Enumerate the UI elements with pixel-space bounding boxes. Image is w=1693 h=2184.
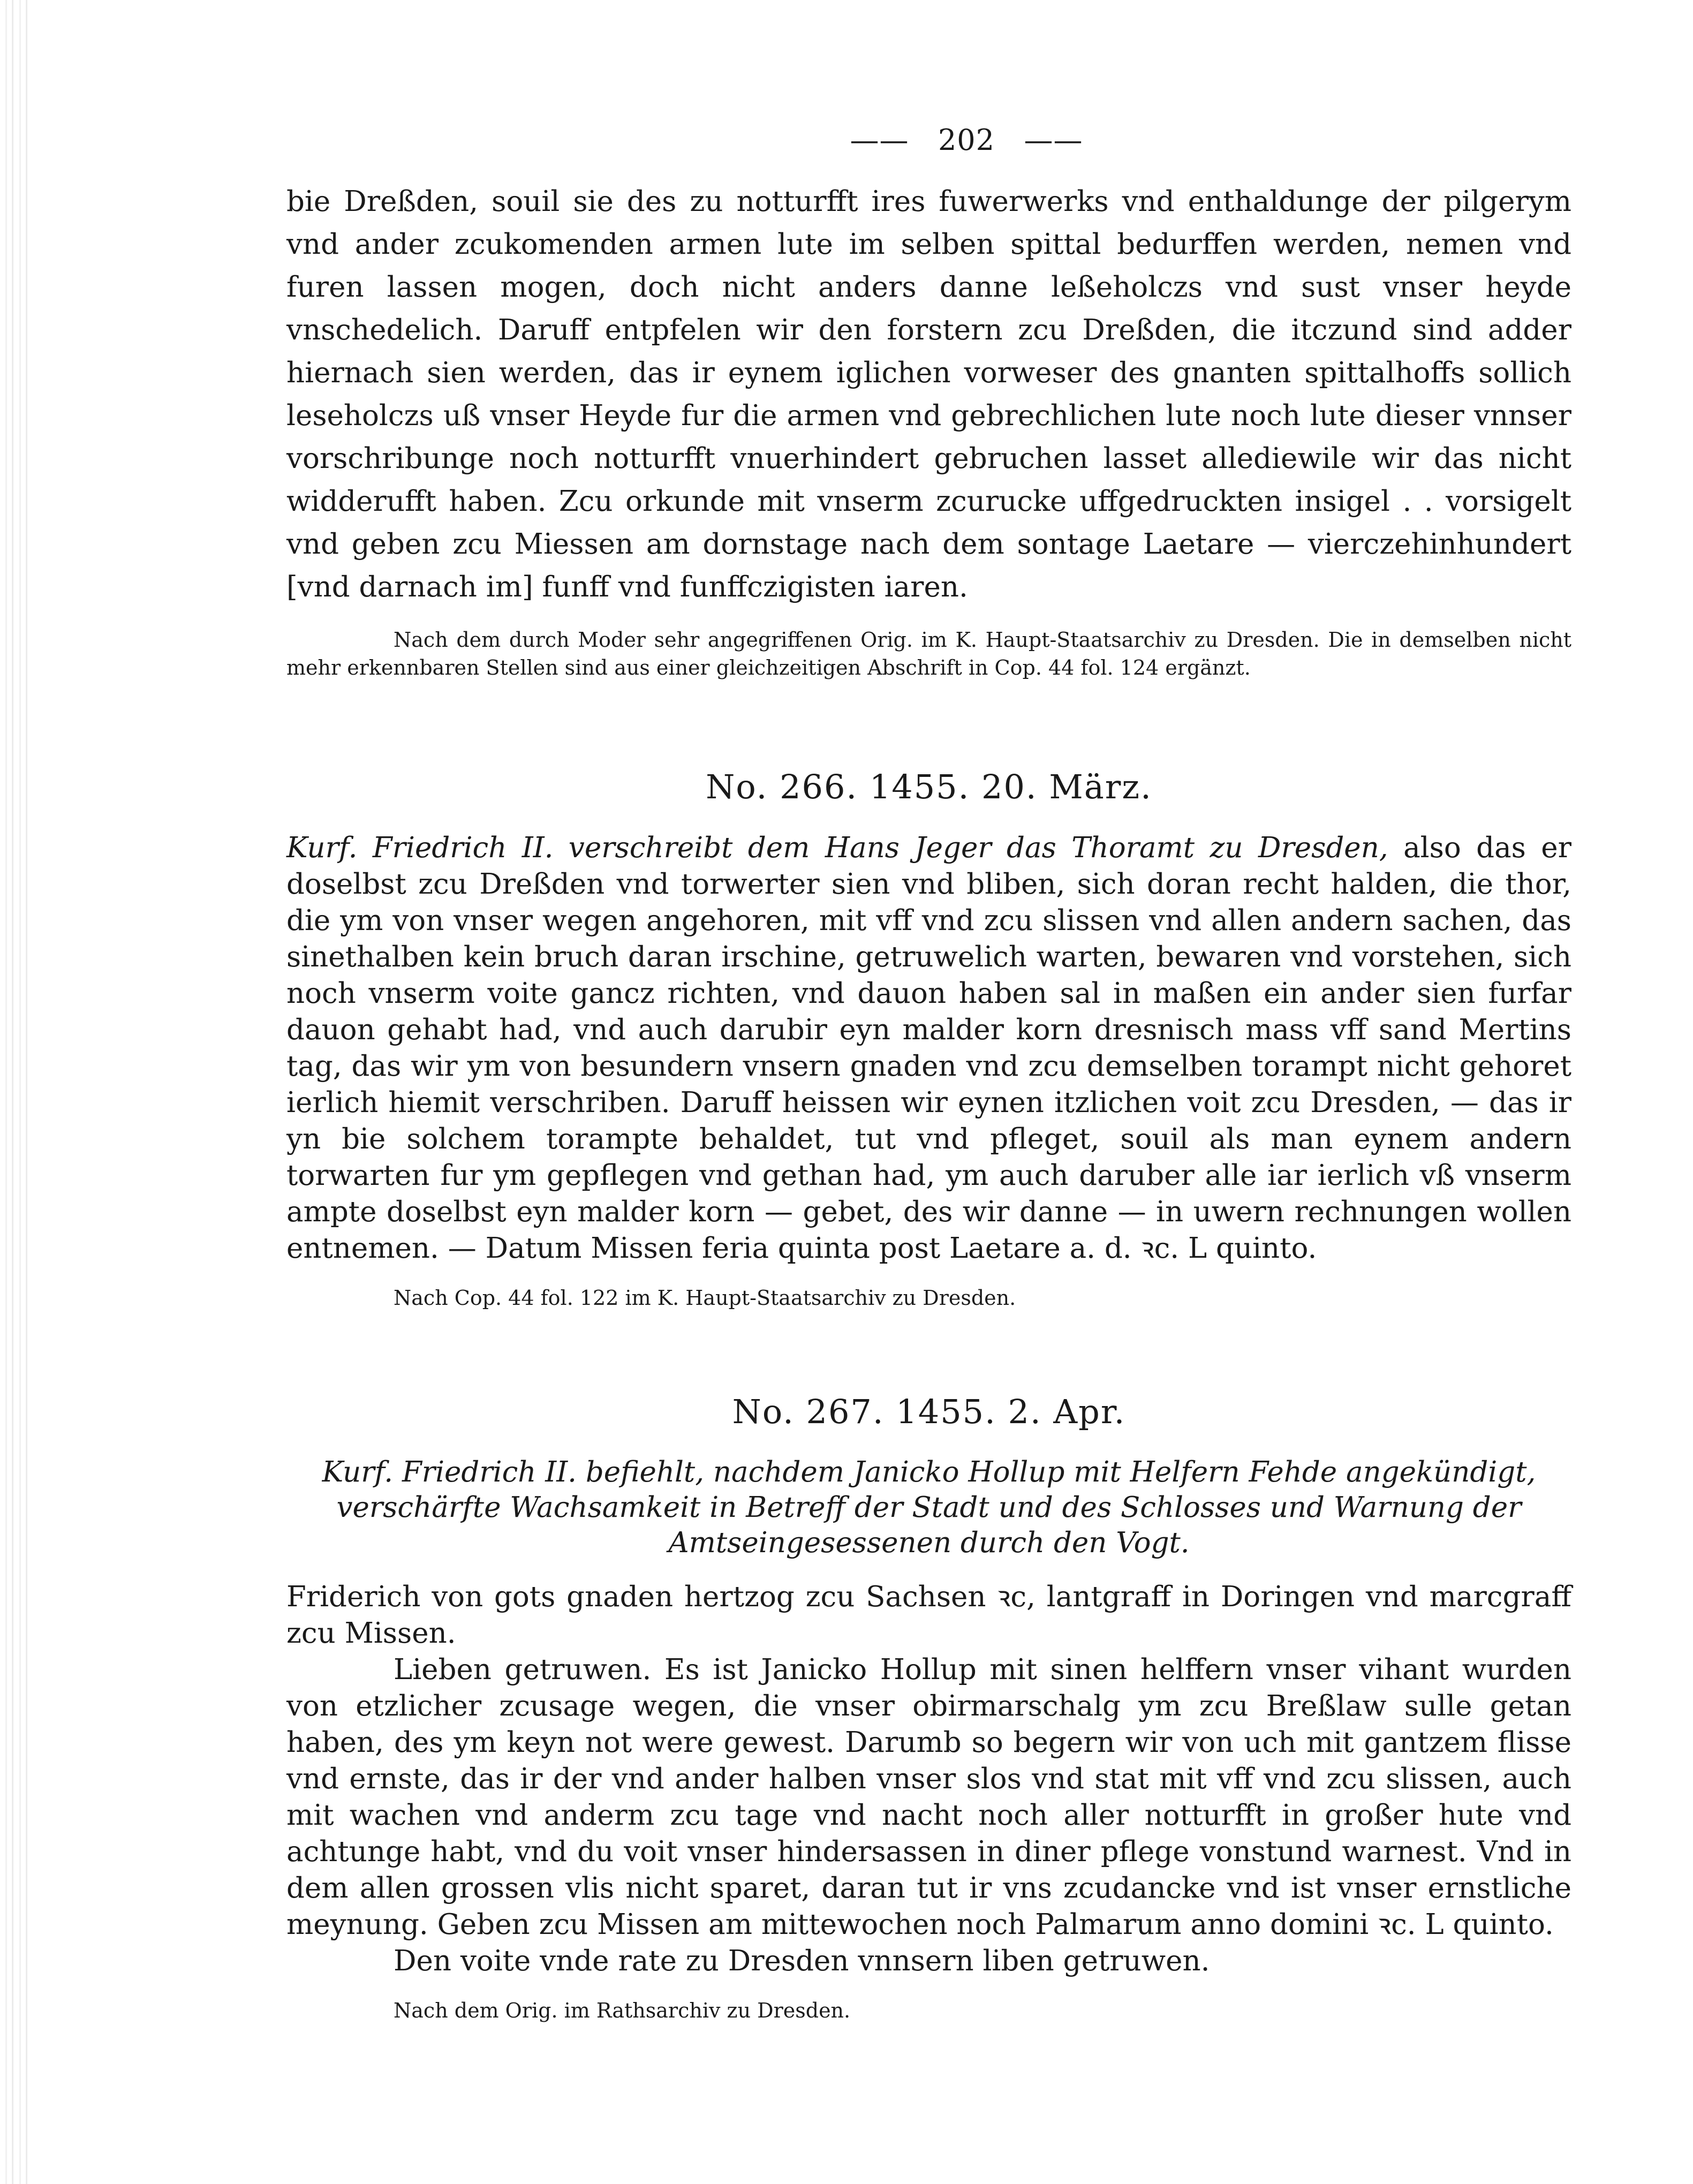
document-266-heading: No. 266. 1455. 20. März. (706, 767, 1152, 806)
page-number-rule-left: —— (850, 123, 938, 157)
document-267-address: Den voite vnde rate zu Dresden vnnsern liben getruwen. (394, 1945, 1210, 1977)
document-266-text: also das er doselbst zcu Dreßden vnd torwerter sien vnd bliben, sich doran recht halden, die thor, die ym von vnser wegen angehoren, mit vff vnd zcu slissen vnd allen andern sachen, das sinethalben kein bruch daran irschine, getruwelich warten, bewaren vnd vorstehen, sich noch vnserm voite gancz richten, vnd dauon haben sal in maßen ein ander sien furfar dauon gehabt had, vnd auch darubir eyn malder korn dresnisch mass vff sand Mertins tag, das wir ym von besundern vnsern gnaden vnd zcu demselben torampt nicht gehoret ierlich hiemit verschriben. Daruff heissen wir eynen itzlichen voit zcu Dresden, — das ir yn bie solchem torampte behaldet, tut vnd pfleget, souil als man eynem andern torwarten fur ym gepflegen vnd gethan had, ym auch daruber alle iar ierlich vß vnserm ampte doselbst eyn malder korn — gebet, des wir danne — in uwern rechnungen wollen entnemen. — Datum Missen feria quinta post Laetare a. d. ꝛc. L quinto. (286, 832, 1571, 1265)
document-266-body (286, 830, 1571, 1267)
document-266-source-note: Nach Cop. 44 fol. 122 im K. Haupt-Staatsarchiv zu Dresden. (394, 1286, 1016, 1310)
document-266-regest: Kurf. Friedrich II. verschreibt dem Hans Jeger das Thoramt zu Dresden, (286, 832, 1388, 864)
document-267-source-note: Nach dem Orig. im Rathsarchiv zu Dresden. (394, 1999, 851, 2022)
page-number (361, 123, 1571, 157)
document-267-salutation: Friderich von gots gnaden hertzog zcu Sachsen ꝛc, lantgraff in Doringen vnd marcgraff zcu Missen. (286, 1581, 1571, 1650)
scanned-page-edge (0, 0, 32, 2184)
document-page (286, 123, 1571, 2024)
continuation-source-note: Nach dem durch Moder sehr angegriffenen Orig. im K. Haupt-Staatsarchiv zu Dresden. Die in demselben nicht mehr erkennbaren Stellen sind aus einer gleichzeitigen Abschrift in Cop. 44 fol. 124 ergänzt. (286, 628, 1571, 679)
document-267-text: Lieben getruwen. Es ist Janicko Hollup mit sinen helffern vnser vihant wurden von etzlicher zcusage wegen, die vnser obirmarschalg ym zcu Breßlaw sulle getan haben, des ym keyn not were gewest. Darumb so begern wir von uch mit gantzem flisse vnd ernste, das ir der vnd ander halben vnser slos vnd stat mit vff vnd zcu slissen, auch mit wachen vnd anderm zcu tage vnd nacht noch aller notturfft in großer hute vnd achtunge habt, vnd du voit vnser hindersassen in diner pflege vonstund warnest. Vnd in dem allen grossen vlis nicht sparet, daran tut ir vns zcudancke vnd ist vnser ernstliche meynung. Geben zcu Missen am mittewochen noch Palmarum anno domini ꝛc. L quinto. (286, 1653, 1571, 1941)
continuation-text: bie Dreßden, souil sie des zu notturfft ires fuwerwerks vnd enthaldunge der pilgerym vnd ander zcukomenden armen lute im selben spittal bedurffen werden, nemen vnd furen lassen mogen, doch nicht anders danne leßeholczs vnd sust vnser heyde vnschedelich. Daruff entpfelen wir den forstern zcu Dreßden, die itczund sind adder hiernach sien werden, das ir eynem iglichen vorweser des gnanten spittalhoffs sollich leseholczs uß vnser Heyde fur die armen vnd gebrechlichen lute noch lute dieser vnnser vorschribunge noch notturfft vnuerhindert gebruchen lasset allediewile wir das nicht widderufft haben. Zcu orkunde mit vnserm zcurucke uffgedruckten insigel . . vorsigelt vnd geben zcu Miessen am dornstage nach dem sontage Laetare — vierczehinhundert [vnd darnach im] funff vnd funffczigisten iaren. (286, 185, 1571, 603)
page-number-rule-right: —— (995, 123, 1083, 157)
page-number-value: 202 (938, 123, 995, 157)
document-267-heading: No. 267. 1455. 2. Apr. (732, 1392, 1126, 1431)
document-267-regest: Kurf. Friedrich II. befiehlt, nachdem Janicko Hollup mit Helfern Fehde angekündigt, verschärfte Wachsamkeit in Betreff der Stadt und des Schlosses und Warnung der Amtseingesessenen durch den Vogt. (322, 1456, 1536, 1559)
